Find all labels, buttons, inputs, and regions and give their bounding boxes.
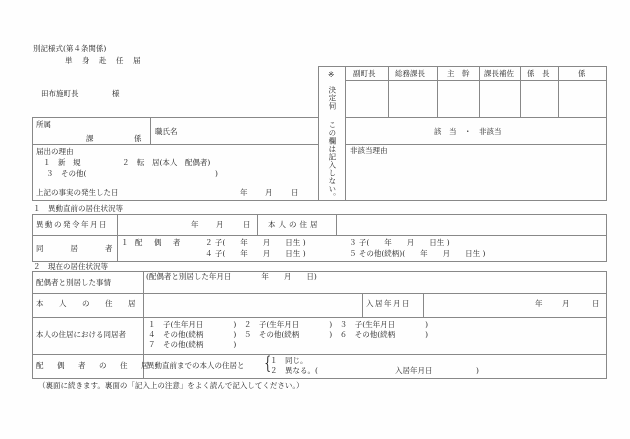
spouse-different-close: ) [476, 366, 479, 375]
move-in-year: 年 [535, 299, 543, 308]
approver-staff: 係 [578, 69, 586, 78]
ka-label: 課 [86, 134, 94, 143]
reason-option-move[interactable]: ２ 転 居(本人 配偶者) [122, 158, 211, 167]
cohabitant-child-2[interactable]: ２ 子( 年 月 日生 ) [205, 238, 306, 247]
approver-vice-mayor: 副町長 [353, 69, 376, 78]
approver-section-head: 係 長 [527, 69, 550, 78]
applicability-choice[interactable]: 該 当 ・ 非該当 [434, 127, 502, 136]
footer-note: （裏面に続きます。裏面の「記入上の注意」をよく読んで記入してください。） [38, 381, 304, 390]
cohabitant-label: 同 居 者 [36, 244, 117, 253]
approver-supervisor: 主 幹 [447, 69, 470, 78]
separation-date[interactable]: (配偶者と別居した年月日 年 月 日) [146, 272, 317, 281]
prior-residence-label: 本人の住居 [268, 220, 321, 229]
non-applicable-reason-label: 非該当理由 [350, 146, 388, 155]
reason-option-new[interactable]: １ 新 規 [43, 158, 81, 167]
occurred-date-label: 上記の事実の発生した日 [36, 188, 119, 197]
spouse-residence-text: 異動直前までの本人の住居と [147, 361, 245, 370]
reason-option-other[interactable]: ３ その他( [46, 169, 87, 178]
brace-icon: { [264, 353, 272, 374]
section2-heading: ２ 現在の居住状況等 [33, 262, 108, 271]
cohabitant-spouse[interactable]: １ 配 偶 者 [121, 238, 183, 247]
spouse-same-option[interactable]: １ 同じ。 [270, 356, 308, 365]
separation-reason-label: 配偶者と別居した事情 [36, 278, 111, 287]
note-mark: ※ [328, 70, 335, 79]
approver-deputy-chief: 課長補佐 [484, 69, 514, 78]
name-label: 職氏名 [155, 127, 178, 136]
addressee: 田布施町長 [41, 89, 79, 98]
form-reference: 別記様式(第４条関係) [33, 44, 107, 53]
transfer-day: 日 [243, 220, 251, 229]
move-in-month: 月 [562, 299, 570, 308]
form-title: 単 身 赴 任 届 [65, 56, 142, 65]
spouse-movein-label: 入居年月日 [395, 366, 433, 375]
cohabitant-other-5[interactable]: ５ その他(続柄)( 年 月 日生 ) [349, 249, 486, 258]
reason-label: 届出の理由 [36, 147, 74, 156]
section1-heading: １ 異動直前の居住状況等 [33, 204, 123, 213]
current-cohabitants-row1[interactable]: １ 子(生年月日 ) ２ 子(生年月日 ) ３ 子(生年月日 ) [148, 320, 429, 329]
spouse-different-option[interactable]: ２ 異なる。( [270, 366, 318, 375]
decision-label: 決定伺 [327, 86, 337, 110]
move-in-day: 日 [592, 299, 600, 308]
cohabitant-child-4[interactable]: ４ 子( 年 月 日生 ) [205, 249, 306, 258]
transfer-year: 年 [191, 220, 199, 229]
occurred-year: 年 [240, 188, 248, 197]
spouse-residence-label: 配 偶 者 の 住 居 [36, 361, 152, 370]
move-in-date-label: 入居年月日 [366, 299, 411, 308]
current-cohabitants-label: 本人の住居における同居者 [36, 330, 126, 339]
current-cohabitants-row3[interactable]: ７ その他(続柄 ) [148, 340, 237, 349]
reason-other-close: ) [215, 169, 218, 178]
approver-general-affairs-chief: 総務課長 [395, 69, 425, 78]
kakari-label: 係 [134, 134, 142, 143]
transfer-date-label: 異動の発令年月日 [36, 220, 108, 229]
transfer-month: 月 [216, 220, 224, 229]
occurred-month: 月 [265, 188, 273, 197]
current-cohabitants-row2[interactable]: ４ その他(続柄 ) ５ その他(続柄 ) ６ その他(続柄 ) [148, 330, 429, 339]
do-not-fill-note: この欄は記入しない。 [327, 121, 337, 201]
occurred-day: 日 [291, 188, 299, 197]
current-residence-label: 本 人 の 住 居 [36, 299, 140, 308]
cohabitant-child-3[interactable]: ３ 子( 年 月 日生 ) [349, 238, 450, 247]
honorific: 様 [112, 89, 120, 98]
department-label: 所属 [36, 120, 51, 129]
